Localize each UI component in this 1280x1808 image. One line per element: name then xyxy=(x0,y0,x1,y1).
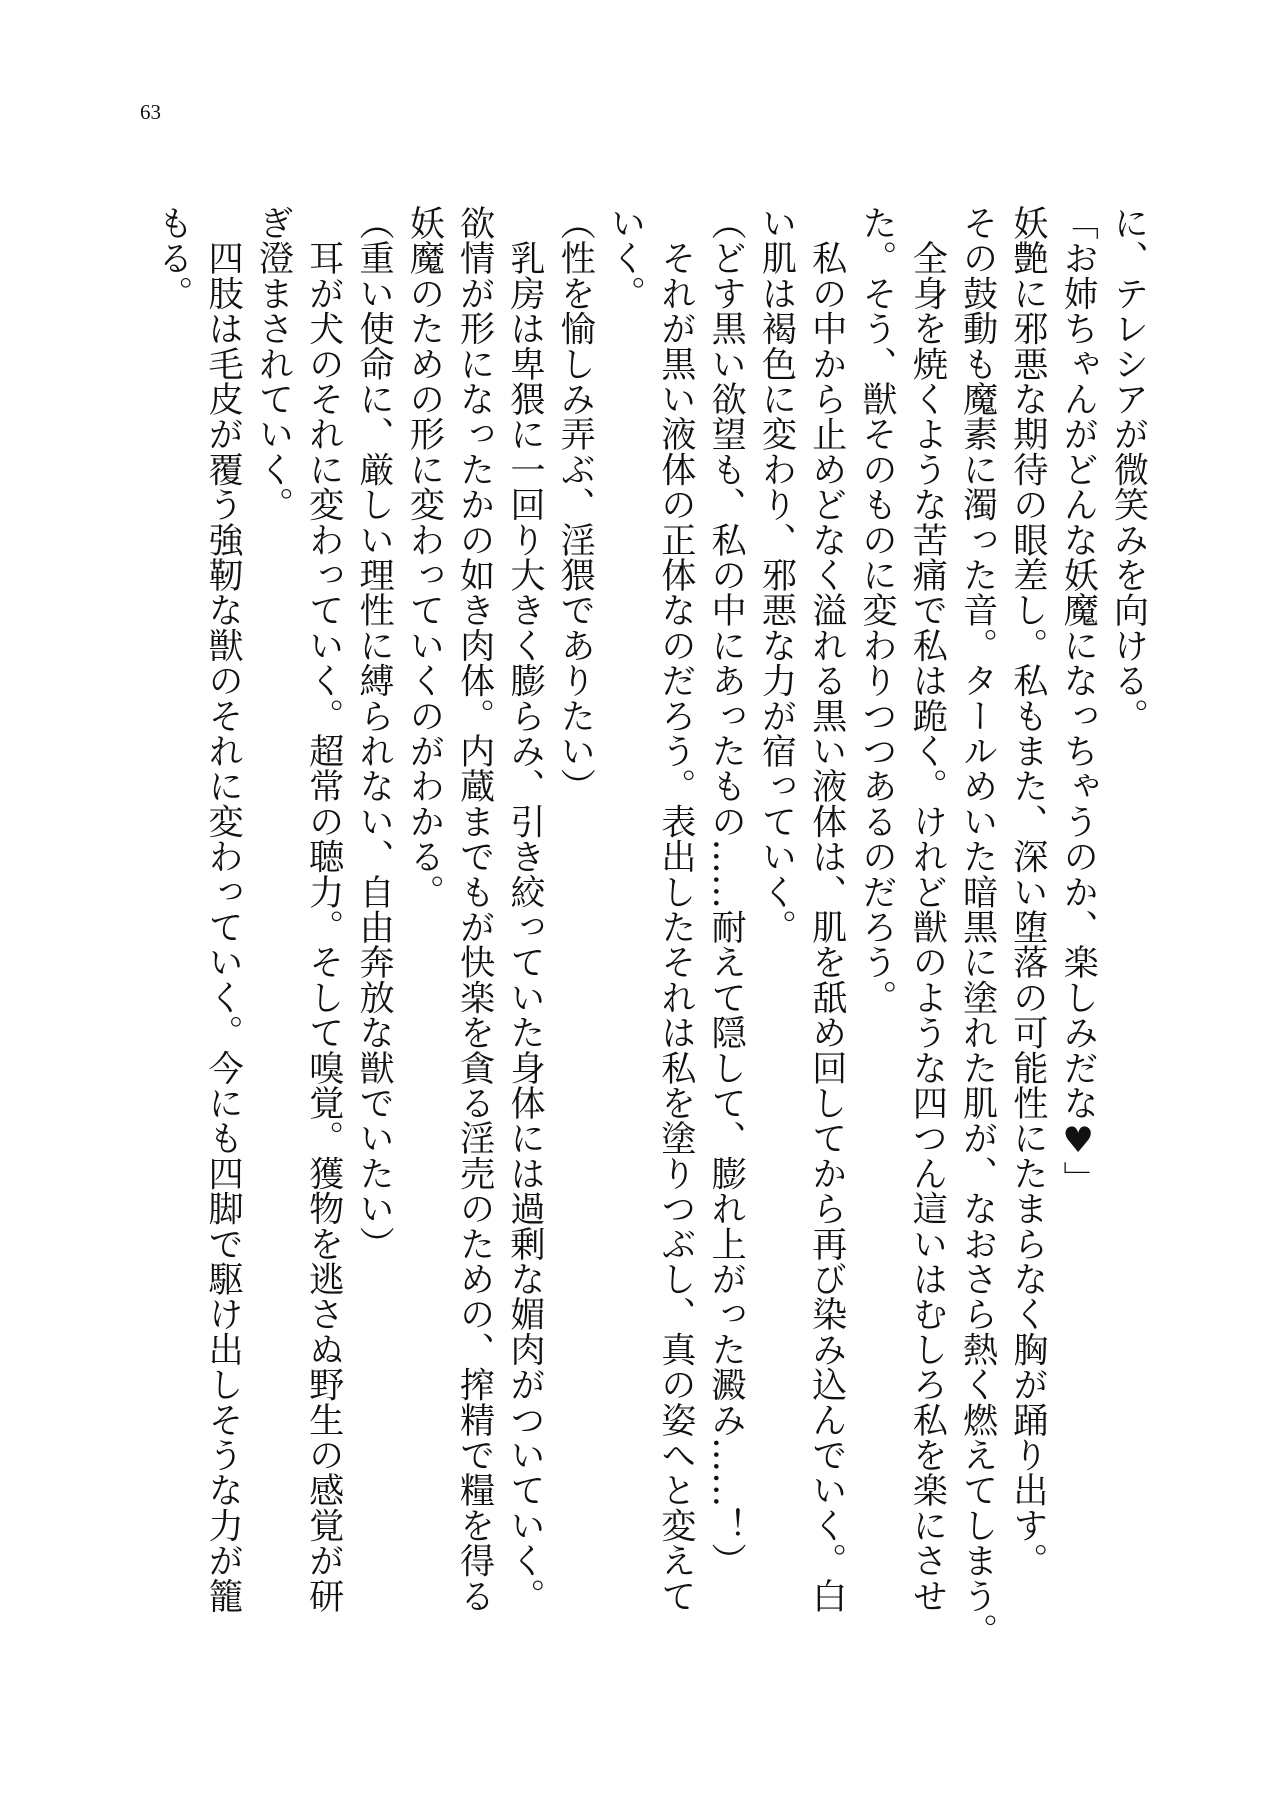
text-line: 全身を焼くような苦痛で私は跪く。けれど獣のような四つん這いはむしろ私を楽にさせ xyxy=(906,205,948,1613)
text-line: 耳が犬のそれに変わっていく。超常の聴力。そして嗅覚。獲物を逃さぬ野生の感覚が研 xyxy=(303,205,345,1613)
text-line: （重い使命に、厳しい理性に縛られない、自由奔放な獣でいたい） xyxy=(353,205,395,1261)
vertical-body-text xyxy=(147,205,1153,1649)
text-line: それが黒い液体の正体なのだろう。表出したそれは私を塗りつぶし、真の姿へと変えて xyxy=(655,205,697,1613)
text-line: 四肢は毛皮が覆う強靭な獣のそれに変わっていく。今にも四脚で駆け出しそうな力が籠 xyxy=(202,205,244,1613)
text-line: もる。 xyxy=(152,205,194,311)
page-number: 63 xyxy=(140,100,161,124)
text-line: いく。 xyxy=(605,205,647,311)
text-line: （性を愉しみ弄ぶ、淫猥でありたい） xyxy=(554,205,596,804)
text-line: その鼓動も魔素に濁った音。タールめいた暗黒に塗れた肌が、なおさら熱く燃えてしまう。 xyxy=(957,205,999,1649)
text-line: 妖艶に邪悪な期待の眼差し。私もまた、深い堕落の可能性にたまらなく胸が踊り出す。 xyxy=(1007,205,1049,1578)
text-line: 私の中から止めどなく溢れる黒い液体は、肌を舐め回してから再び染み込んでいく。白 xyxy=(806,205,848,1613)
text-line: 乳房は卑猥に一回り大きく膨らみ、引き絞っていた身体には過剰な媚肉がついていく。 xyxy=(504,205,546,1613)
text-line: た。そう、獣そのものに変わりつつあるのだろう。 xyxy=(856,205,898,1015)
text-line: ぎ澄まされていく。 xyxy=(252,205,294,522)
text-line: い肌は褐色に変わり、邪悪な力が宿っていく。 xyxy=(755,205,797,945)
text-line: 欲情が形になったかの如き肉体。内蔵までもが快楽を貪る淫売のための、搾精で糧を得る xyxy=(454,205,496,1613)
text-line: 妖魔のための形に変わっていくのがわかる。 xyxy=(403,205,445,909)
text-line: （どす黒い欲望も、私の中にあったもの……耐えて隠して、膨れ上がった澱み……！） xyxy=(705,205,747,1578)
text-line: に、テレシアが微笑みを向ける。 xyxy=(1108,205,1149,733)
text-line: 「お姉ちゃんがどんな妖魔になっちゃうのか、楽しみだな♥」 xyxy=(1057,205,1099,1197)
